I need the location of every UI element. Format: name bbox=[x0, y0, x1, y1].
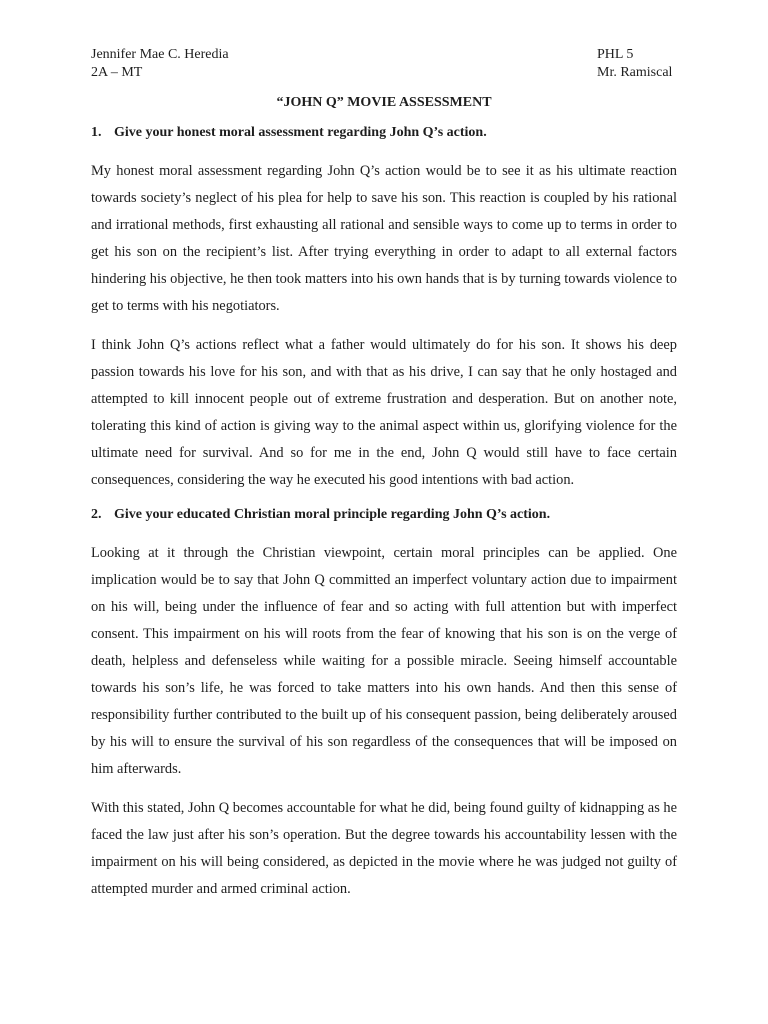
answer-paragraph: My honest moral assessment regarding John Q’s action would be to see it as his ultimate reaction towards society’s neglect of his plea for help to save his son. This reaction is coupled by his rational and irrational methods, first exhausting all rational and sensible ways to come up to terms in order to get his son on the recipient’s list. After trying everything in order to adapt to all external factors hindering his objective, he then took matters into his own hands that is by turning towards violence to get to terms with his negotiators. bbox=[91, 163, 677, 314]
answer-paragraph: I think John Q’s actions reflect what a father would ultimately do for his son. It shows his deep passion towards his love for his son, and with that as his drive, I can say that he only hostaged and attempted to kill innocent people out of extreme frustration and desperation. But on another note, tolerating this kind of action is giving way to the animal aspect within us, glorifying violence for the ultimate need for survival. And so for me in the end, John Q would still have to face certain consequences, considering the way he executed his good intentions with bad action. bbox=[91, 337, 677, 488]
section-label: 2A – MT bbox=[91, 65, 143, 80]
course-code: PHL 5 bbox=[597, 47, 634, 62]
document-title: “JOHN Q” MOVIE ASSESSMENT bbox=[276, 95, 492, 110]
question-text: Give your educated Christian moral principle regarding John Q’s action. bbox=[114, 507, 551, 522]
question-text: Give your honest moral assessment regarding John Q’s action. bbox=[114, 125, 487, 140]
question-number: 1. bbox=[91, 125, 102, 140]
question-number: 2. bbox=[91, 507, 102, 522]
answer-paragraph: Looking at it through the Christian viewpoint, certain moral principles can be applied. One implication would be to say that John Q committed an imperfect voluntary action due to impairment on his will, being under the influence of fear and so acting with full attention but with imperfect consent. This impairment on his will roots from the fear of knowing that his son is on the verge of death, helpless and defenseless while waiting for a possible miracle. Seeing himself accountable towards his son’s life, he was forced to take matters into his own hands. And then this sense of responsibility further contributed to the built up of his consequent passion, being deliberately aroused by his will to ensure the survival of his son regardless of the consequences that will be imposed on him afterwards. bbox=[91, 545, 677, 777]
header-row-1 bbox=[91, 46, 677, 64]
answer-paragraph: With this stated, John Q becomes accountable for what he did, being found guilty of kidnapping as he faced the law just after his son’s operation. But the degree towards his accountability lessen with the impairment on his will being considered, as depicted in the movie where he was judged not guilty of attempted murder and armed criminal action. bbox=[91, 800, 677, 897]
question-1 bbox=[91, 124, 677, 142]
author-name: Jennifer Mae C. Heredia bbox=[91, 47, 229, 62]
instructor-name: Mr. Ramiscal bbox=[597, 65, 673, 80]
question-2 bbox=[91, 506, 677, 524]
header-row-2 bbox=[91, 64, 677, 82]
